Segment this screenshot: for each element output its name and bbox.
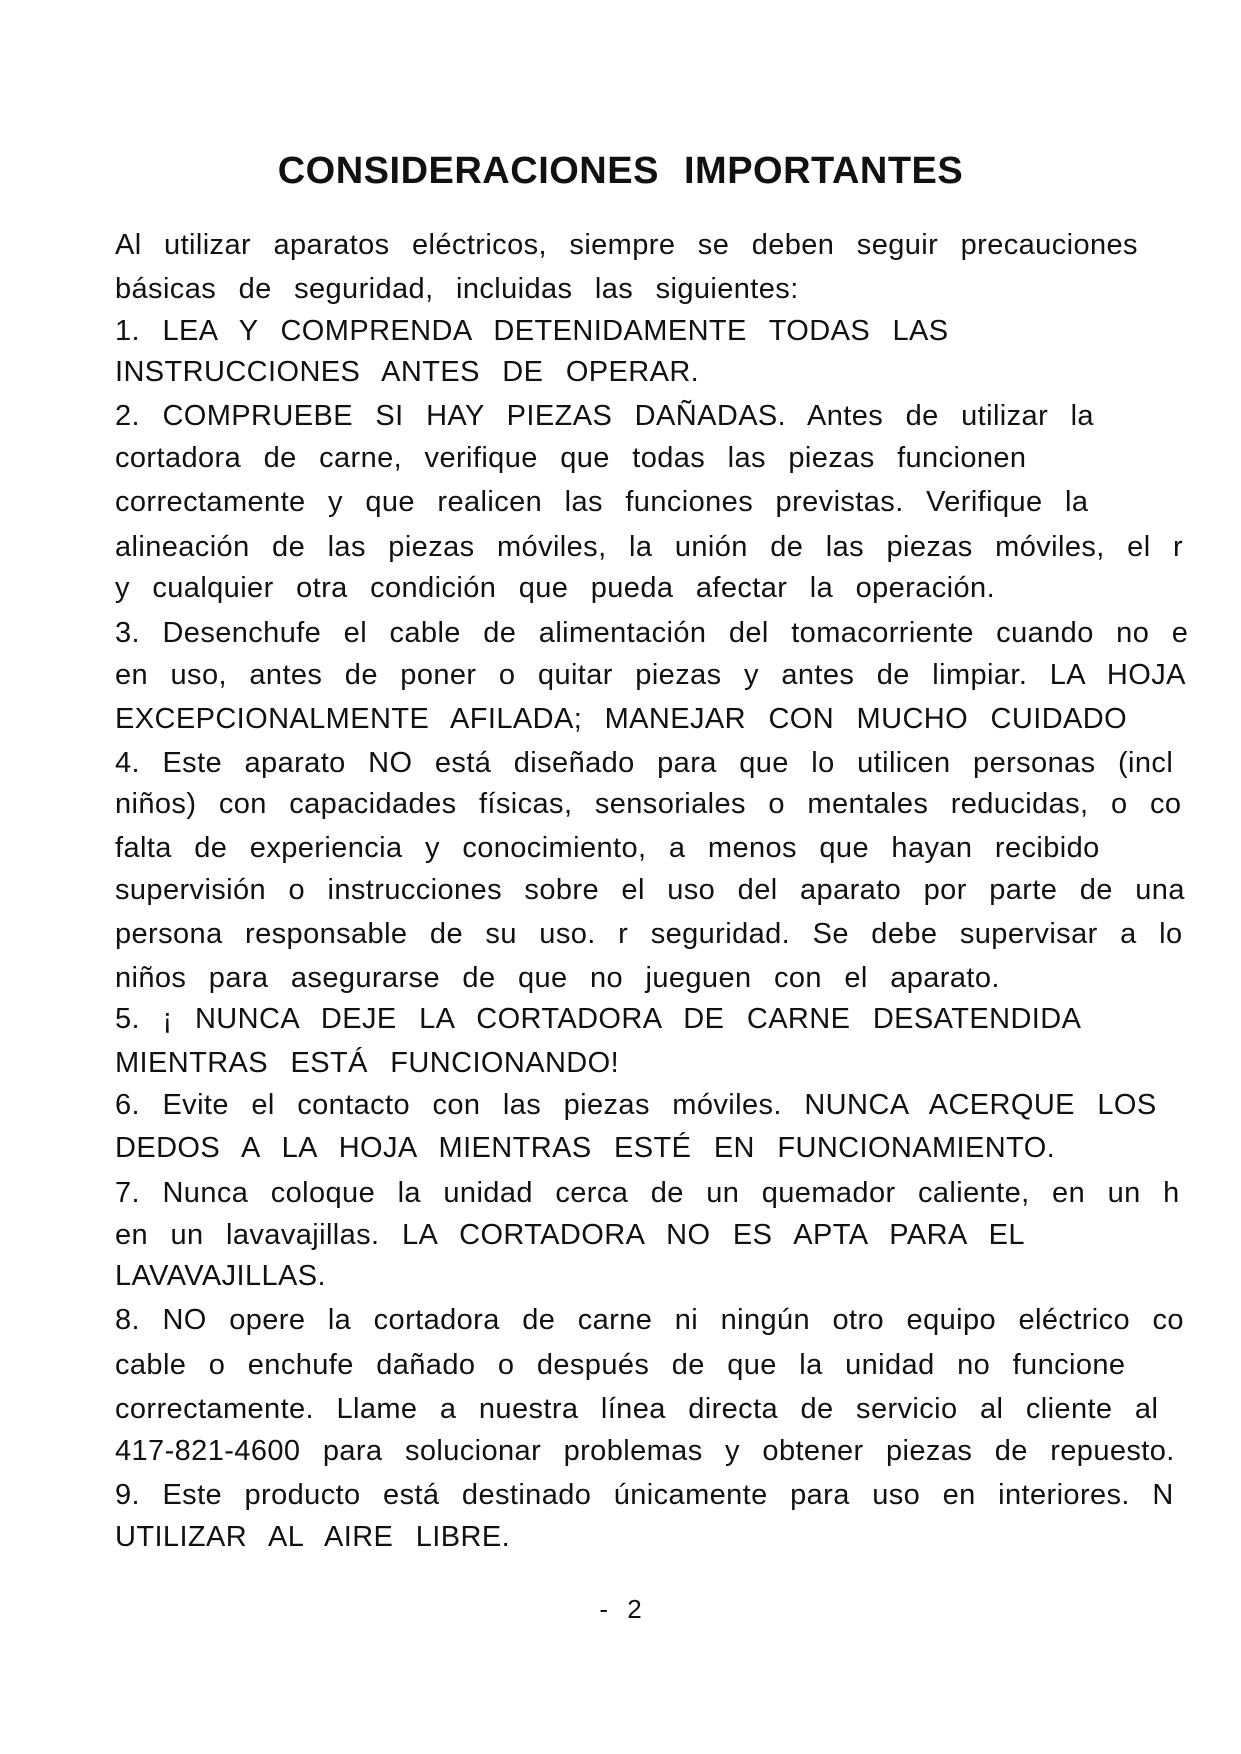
page-title: CONSIDERACIONES IMPORTANTES bbox=[277, 150, 964, 192]
text-line: MIENTRAS ESTÁ FUNCIONANDO! bbox=[115, 1047, 620, 1079]
page-number: - 2 bbox=[599, 1594, 642, 1624]
text-line: EXCEPCIONALMENTE AFILADA; MANEJAR CON MUCHO CUIDADO bbox=[115, 703, 1128, 735]
text-line: UTILIZAR AL AIRE LIBRE. bbox=[115, 1521, 511, 1553]
text-line: 3. Desenchufe el cable de alimentación del tomacorriente cuando no e bbox=[115, 617, 1189, 649]
text-line: en uso, antes de poner o quitar piezas y antes de limpiar. LA HOJA bbox=[115, 659, 1186, 691]
text-line: DEDOS A LA HOJA MIENTRAS ESTÉ EN FUNCIONAMIENTO. bbox=[115, 1132, 1056, 1164]
text-line: LAVAVAJILLAS. bbox=[115, 1260, 326, 1292]
text-line: 4. Este aparato NO está diseñado para que lo utilicen personas (incl bbox=[115, 747, 1174, 779]
text-line: INSTRUCCIONES ANTES DE OPERAR. bbox=[115, 356, 700, 388]
text-line: supervisión o instrucciones sobre el uso del aparato por parte de una bbox=[115, 874, 1185, 906]
text-line: correctamente. Llame a nuestra línea directa de servicio al cliente al bbox=[115, 1393, 1159, 1425]
text-line: 1. LEA Y COMPRENDA DETENIDAMENTE TODAS LAS bbox=[115, 315, 949, 347]
text-line: 6. Evite el contacto con las piezas móviles. NUNCA ACERQUE LOS bbox=[115, 1089, 1157, 1121]
text-line: 2. COMPRUEBE SI HAY PIEZAS DAÑADAS. Antes de utilizar la bbox=[115, 400, 1094, 432]
text-line: correctamente y que realicen las funciones previstas. Verifique la bbox=[115, 486, 1089, 518]
text-line: Al utilizar aparatos eléctricos, siempre se deben seguir precauciones bbox=[115, 229, 1138, 261]
text-line: 8. NO opere la cortadora de carne ni ningún otro equipo eléctrico co bbox=[115, 1304, 1184, 1336]
text-line: cortadora de carne, verifique que todas las piezas funcionen bbox=[115, 442, 1027, 474]
text-line: 7. Nunca coloque la unidad cerca de un quemador caliente, en un h bbox=[115, 1177, 1180, 1209]
text-line: falta de experiencia y conocimiento, a menos que hayan recibido bbox=[115, 832, 1100, 864]
text-line: niños para asegurarse de que no jueguen con el aparato. bbox=[115, 962, 1000, 994]
text-line: 9. Este producto está destinado únicamente para uso en interiores. N bbox=[115, 1479, 1174, 1511]
text-line: básicas de seguridad, incluidas las siguientes: bbox=[115, 273, 799, 305]
text-line: 5. ¡ NUNCA DEJE LA CORTADORA DE CARNE DESATENDIDA bbox=[115, 1003, 1082, 1035]
text-line: en un lavavajillas. LA CORTADORA NO ES APTA PARA EL bbox=[115, 1219, 1025, 1251]
text-line: 417-821-4600 para solucionar problemas y obtener piezas de repuesto. bbox=[115, 1435, 1175, 1467]
text-line: persona responsable de su uso. r seguridad. Se debe supervisar a lo bbox=[115, 918, 1183, 950]
text-line: cable o enchufe dañado o después de que la unidad no funcione bbox=[115, 1349, 1126, 1381]
text-line: niños) con capacidades físicas, sensoriales o mentales reducidas, o co bbox=[115, 788, 1182, 820]
text-line: y cualquier otra condición que pueda afectar la operación. bbox=[115, 572, 996, 604]
text-line: alineación de las piezas móviles, la unión de las piezas móviles, el r bbox=[115, 531, 1184, 563]
